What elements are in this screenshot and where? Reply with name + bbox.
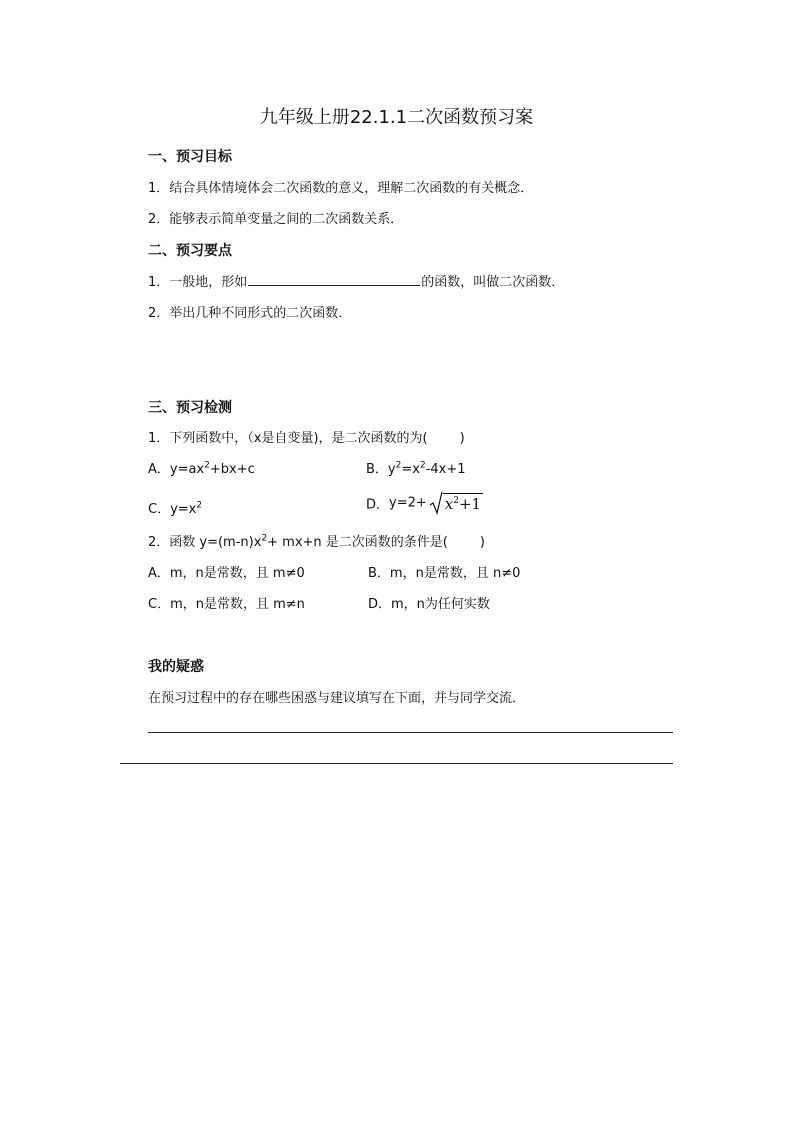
q1-option-c-base: y=x: [170, 502, 197, 517]
q2-option-d: D．m，n为任何实数: [368, 597, 490, 612]
q1-option-b: [366, 458, 466, 477]
section2-item1-prefix: 1．一般地，形如: [148, 275, 248, 290]
radical-sign-icon: [429, 491, 443, 515]
q1-option-a-base: y=ax: [169, 462, 205, 477]
section1-item-1: 1．结合具体情境体会二次函数的意义，理解二次函数的有关概念．: [148, 181, 534, 196]
q1-option-c-sup: 2: [196, 500, 203, 511]
q1-option-b-rest: -4x+1: [425, 462, 466, 477]
q1-option-a: [148, 458, 255, 477]
q2-stem-mid: + mx+n 是二次函数的条件是(: [267, 535, 448, 550]
q1-option-b-p2: =x: [401, 462, 420, 477]
section2-item-2: 2．举出几种不同形式的二次函数．: [148, 306, 352, 321]
q1-stem: [148, 427, 465, 446]
q1-option-a-label: A．: [148, 462, 170, 477]
q1-option-b-label: B．: [366, 462, 388, 477]
section1-heading: 一、预习目标: [148, 149, 232, 165]
q2-option-a: A．m，n是常数，且 m≠0: [148, 566, 305, 581]
q2-stem-prefix: 2．函数 y=(m-n)x: [148, 535, 262, 550]
section2-heading: 二、预习要点: [148, 243, 232, 259]
q1-option-b-s2: 2: [419, 460, 426, 471]
section2-item1-suffix: 的函数，叫做二次函数．: [421, 275, 565, 290]
radicand-sup: 2: [453, 496, 459, 506]
q1-stem-suffix: ): [459, 431, 465, 446]
q2-stem-sup: 2: [261, 533, 268, 544]
q2-option-b: B．m，n是常数，且 n≠0: [368, 566, 521, 581]
section3-heading: 三、预习检测: [148, 400, 232, 416]
square-root-expression: [429, 491, 483, 515]
q1-option-b-s1: 2: [395, 460, 402, 471]
doubts-text: 在预习过程中的存在哪些困惑与建议填写在下面，并与同学交流．: [148, 691, 526, 706]
answer-line-2[interactable]: [120, 763, 673, 764]
radicand: [443, 493, 483, 513]
q1-option-a-sup: 2: [204, 460, 210, 471]
section1-item-2: 2．能够表示简单变量之间的二次函数关系．: [148, 212, 404, 227]
page-title: 九年级上册22.1.1二次函数预习案: [259, 107, 534, 128]
q1-option-a-rest: +bx+c: [209, 462, 255, 477]
radicand-base: x: [444, 495, 454, 513]
fill-in-blank[interactable]: [248, 273, 420, 286]
q1-option-c: [148, 498, 202, 517]
radicand-rest: +1: [458, 495, 482, 513]
q2-option-c: C．m，n是常数，且 m≠n: [148, 597, 305, 612]
q1-option-d: [366, 491, 483, 515]
section2-item-1: [148, 271, 564, 290]
q2-stem: [148, 531, 485, 550]
q2-stem-suffix: ): [479, 535, 485, 550]
q1-option-d-label: D．: [366, 497, 390, 513]
q1-option-b-p1: y: [387, 462, 396, 477]
doubts-heading: 我的疑惑: [148, 659, 204, 675]
q1-stem-prefix: 1．下列函数中，（x是自变量)，是二次函数的为(: [148, 431, 428, 446]
q1-option-d-prefix: y=2+: [389, 495, 427, 511]
answer-line-1[interactable]: [148, 732, 673, 733]
q1-option-c-label: C．: [148, 502, 171, 517]
